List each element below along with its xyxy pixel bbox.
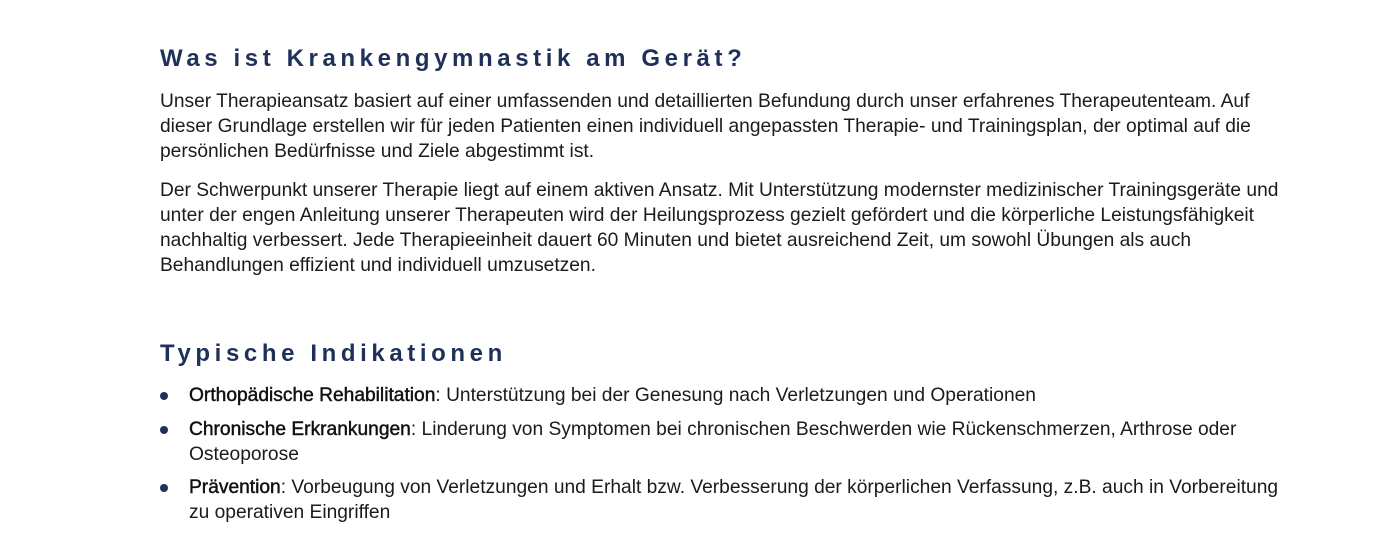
- bullet-icon: [160, 484, 168, 492]
- section-heading-what-is: Was ist Krankengymnastik am Gerät?: [160, 45, 747, 72]
- indication-description: : Vorbeugung von Verletzungen und Erhalt bzw. Verbesserung der körperlichen Verfassung, z.B. auch in Vorbereitung zu operativen Eingriffen: [189, 477, 1279, 523]
- indication-term: Chronische Erkrankungen: [189, 418, 411, 440]
- indications-list: [160, 383, 1285, 534]
- list-item: [160, 475, 1285, 525]
- bullet-icon: [160, 426, 168, 434]
- indication-description: : Linderung von Symptomen bei chronischen Beschwerden wie Rückenschmerzen, Arthrose oder Osteoporose: [189, 418, 1237, 465]
- intro-paragraph: Unser Therapieansatz basiert auf einer umfassenden und detaillierten Befundung durch unser erfahrenes Therapeutenteam. Auf dieser Grundlage erstellen wir für jeden Patienten einen individuell angepassten Therapie- und Trainingsplan, der optimal auf die persönlichen Bedürfnisse und Ziele abgestimmt ist.: [160, 91, 1251, 162]
- indication-term: Orthopädische Rehabilitation: [189, 385, 436, 406]
- indication-term: Prävention: [189, 477, 281, 498]
- bullet-icon: [160, 392, 168, 400]
- indication-description: : Unterstützung bei der Genesung nach Verletzungen und Operationen: [435, 385, 1036, 406]
- section-heading-indications: Typische Indikationen: [160, 340, 507, 367]
- list-item: [160, 417, 1285, 467]
- list-item: [160, 383, 1285, 408]
- focus-paragraph: Der Schwerpunkt unserer Therapie liegt auf einem aktiven Ansatz. Mit Unterstützung modernster medizinischer Trainingsgeräte und unter der engen Anleitung unserer Therapeuten wird der Heilungsprozess gezielt gefördert und die körperliche Leistungsfähigkeit nachhaltig verbessert. Jede Therapieeinheit dauert 60 Minuten und bietet ausreichend Zeit, um sowohl Übungen als auch Behandlungen effizient und individuell umzusetzen.: [160, 180, 1279, 276]
